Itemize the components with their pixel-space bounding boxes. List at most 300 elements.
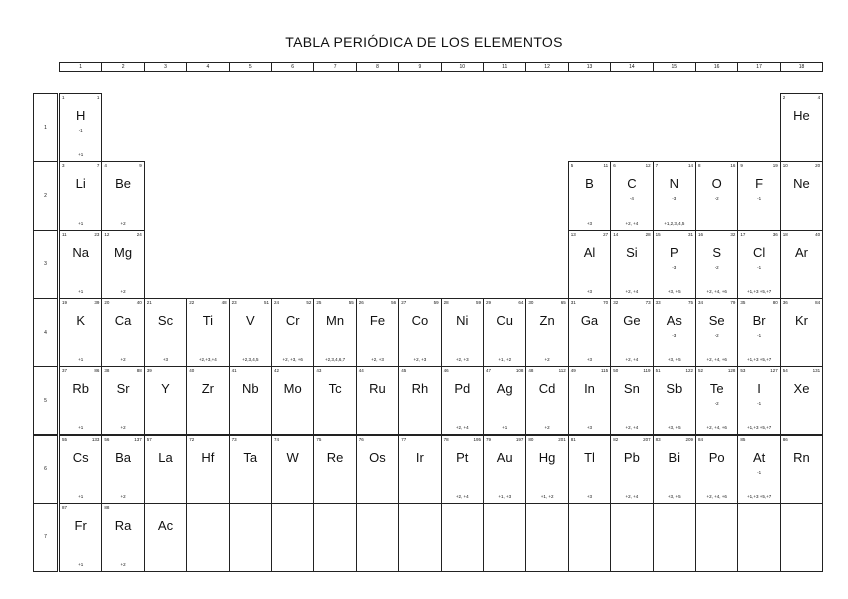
atomic-mass: 40 (815, 231, 821, 237)
element-cell-sb (653, 366, 696, 435)
group-header-7: 7 (313, 62, 356, 72)
group-header-3: 3 (144, 62, 187, 72)
element-symbol: Mo (283, 381, 302, 397)
atomic-mass: 39 (94, 299, 100, 305)
atomic-number: 2 (782, 95, 786, 100)
atomic-number: 56 (104, 436, 110, 442)
atomic-number: 41 (231, 368, 237, 374)
element-cell-empty (441, 503, 484, 572)
element-symbol: O (711, 176, 722, 192)
element-cell-empty (780, 503, 823, 572)
negative-oxidation-state: -1 (757, 469, 762, 475)
oxidation-states: +2 (120, 493, 126, 499)
atomic-number: 40 (189, 368, 195, 374)
element-cell-cu (483, 298, 526, 367)
atomic-mass: 201 (558, 436, 566, 442)
atomic-number: 46 (443, 368, 449, 374)
group-header-17: 17 (737, 62, 780, 72)
atomic-number: 26 (358, 299, 364, 305)
oxidation-states: +3 (586, 288, 593, 294)
atomic-mass: 64 (518, 299, 524, 305)
oxidation-states: +1 (78, 493, 84, 499)
element-cell-empty (695, 503, 738, 572)
element-symbol: Cr (285, 312, 300, 328)
atomic-number: 17 (740, 231, 746, 237)
element-cell-empty (356, 503, 399, 572)
atomic-number: 43 (316, 368, 322, 374)
atomic-number: 50 (613, 368, 619, 374)
element-symbol: N (669, 176, 679, 192)
atomic-number: 14 (613, 231, 619, 237)
atomic-number: 32 (613, 299, 619, 305)
oxidation-states: +2, +3 (413, 357, 427, 363)
oxidation-states: +3 (586, 425, 593, 431)
atomic-mass: 12 (645, 163, 651, 169)
element-cell-h (59, 93, 102, 162)
atomic-mass: 9 (139, 163, 142, 169)
negative-oxidation-state: -1 (757, 196, 762, 202)
element-cell-w (271, 435, 314, 504)
negative-oxidation-state: -1 (757, 401, 762, 407)
atomic-number: 33 (655, 299, 661, 305)
atomic-number: 8 (698, 163, 701, 169)
negative-oxidation-state: -1 (78, 128, 83, 133)
element-cell-empty (483, 503, 526, 572)
oxidation-states: +2, +4 (455, 425, 469, 431)
atomic-number: 36 (782, 299, 788, 305)
group-header-4: 4 (186, 62, 229, 72)
element-symbol: Y (161, 381, 170, 397)
oxidation-states: +1, +3 (498, 493, 512, 499)
group-header-8: 8 (356, 62, 399, 72)
oxidation-states: +3 (586, 493, 593, 499)
atomic-number: 84 (698, 436, 704, 442)
atomic-number: 28 (443, 299, 449, 305)
element-symbol: Bi (668, 449, 681, 465)
oxidation-states: +1, +2 (540, 493, 554, 499)
element-symbol: Ra (114, 517, 132, 533)
atomic-number: 83 (655, 436, 661, 442)
oxidation-states: +2, +4 (625, 425, 639, 431)
atomic-mass: 59 (475, 299, 481, 305)
element-cell-y (144, 366, 187, 435)
element-cell-ra (101, 503, 144, 572)
element-cell-ir (398, 435, 441, 504)
oxidation-states: +2, +4 (625, 357, 639, 363)
atomic-number: 47 (486, 368, 492, 374)
atomic-number: 38 (104, 368, 110, 374)
group-header-2: 2 (101, 62, 144, 72)
element-symbol: Cd (538, 381, 556, 397)
oxidation-states: +1 (78, 288, 84, 294)
element-symbol: Na (72, 244, 89, 260)
atomic-mass: 27 (603, 231, 609, 237)
element-symbol: La (158, 449, 173, 465)
group-header-1: 1 (59, 62, 102, 72)
negative-oxidation-state: -1 (757, 332, 762, 338)
atomic-number: 80 (528, 436, 534, 442)
oxidation-states: +2 (120, 288, 126, 294)
element-cell-ti (186, 298, 229, 367)
element-cell-empty (568, 503, 611, 572)
element-symbol: Fe (369, 312, 386, 328)
element-symbol: Ca (114, 312, 132, 328)
atomic-mass: 86 (94, 368, 100, 374)
atomic-number: 79 (486, 436, 492, 442)
atomic-mass: 32 (730, 231, 736, 237)
negative-oxidation-state: -3 (672, 196, 677, 202)
element-cell-la (144, 435, 187, 504)
atomic-number: 54 (782, 368, 788, 374)
period-label-6: 6 (33, 435, 58, 504)
atomic-number: 88 (104, 504, 110, 510)
element-cell-nb (229, 366, 272, 435)
element-cell-pd (441, 366, 484, 435)
atomic-number: 12 (104, 231, 110, 237)
atomic-number: 7 (655, 163, 659, 169)
element-symbol: Ac (157, 517, 174, 533)
element-cell-ba (101, 435, 144, 504)
group-header-10: 10 (441, 62, 484, 72)
atomic-mass: 137 (134, 436, 142, 442)
atomic-number: 76 (358, 436, 364, 442)
oxidation-states: +2 (544, 357, 550, 363)
element-cell-te (695, 366, 738, 435)
atomic-mass: 108 (515, 368, 524, 374)
element-symbol: Ta (243, 449, 258, 465)
atomic-mass: 127 (770, 368, 778, 374)
atomic-number: 4 (104, 163, 107, 169)
atomic-number: 72 (189, 436, 195, 442)
element-symbol: P (669, 244, 679, 260)
element-symbol: Zn (539, 312, 555, 328)
element-symbol: H (76, 108, 86, 123)
atomic-mass: 23 (94, 231, 100, 237)
element-cell-s (695, 230, 738, 299)
element-symbol: Ni (456, 312, 469, 328)
element-symbol: Be (115, 176, 132, 192)
element-symbol: Mn (326, 312, 345, 328)
atomic-mass: 19 (772, 163, 778, 169)
atomic-mass: 40 (136, 299, 142, 305)
atomic-number: 34 (698, 299, 704, 305)
atomic-number: 24 (274, 299, 280, 305)
element-symbol: Po (708, 449, 725, 465)
element-cell-c (610, 161, 653, 230)
atomic-mass: 80 (772, 299, 778, 305)
element-cell-al (568, 230, 611, 299)
element-cell-re (313, 435, 356, 504)
atomic-number: 31 (570, 299, 576, 305)
element-cell-kr (780, 298, 823, 367)
element-cell-pb (610, 435, 653, 504)
atomic-mass: 197 (515, 436, 524, 442)
element-cell-as (653, 298, 696, 367)
atomic-number: 78 (443, 436, 449, 442)
negative-oxidation-state: -2 (714, 332, 719, 338)
negative-oxidation-state: -2 (714, 196, 719, 202)
oxidation-states: +1,+3 +5,+7 (746, 493, 772, 499)
element-symbol: Cl (752, 244, 766, 260)
atomic-number: 19 (62, 299, 68, 305)
atomic-mass: 65 (560, 299, 566, 305)
atomic-mass: 28 (645, 231, 651, 237)
element-cell-in (568, 366, 611, 435)
negative-oxidation-state: -2 (714, 264, 719, 270)
element-symbol: Nb (241, 381, 259, 397)
oxidation-states: +1, +2 (498, 357, 512, 363)
element-symbol: Mg (114, 244, 133, 260)
oxidation-states: +1 (78, 152, 84, 158)
element-cell-hf (186, 435, 229, 504)
element-cell-ac (144, 503, 187, 572)
oxidation-states: +2,3,4,6,7 (325, 357, 346, 363)
oxidation-states: +2, +4 (625, 220, 639, 226)
oxidation-states: +2, +4 (625, 288, 639, 294)
group-header-5: 5 (229, 62, 272, 72)
element-symbol: Sc (157, 312, 174, 328)
atomic-mass: 119 (643, 368, 651, 374)
element-symbol: In (584, 381, 595, 397)
element-symbol: Ru (369, 381, 386, 397)
element-symbol: Sr (116, 381, 130, 397)
atomic-mass: 7 (96, 163, 100, 169)
element-symbol: Sb (666, 381, 683, 397)
atomic-number: 15 (655, 231, 661, 237)
oxidation-states: +2, +3 (371, 357, 384, 363)
atomic-number: 1 (62, 95, 65, 100)
element-symbol: Pd (454, 381, 471, 397)
atomic-number: 9 (740, 163, 743, 169)
element-cell-empty (271, 503, 314, 572)
element-cell-he (780, 93, 823, 162)
element-cell-fe (356, 298, 399, 367)
atomic-number: 25 (316, 299, 322, 305)
atomic-number: 13 (570, 231, 576, 237)
element-symbol: Tc (328, 381, 342, 397)
negative-oxidation-state: -1 (757, 264, 762, 270)
element-cell-sr (101, 366, 144, 435)
atomic-number: 49 (570, 368, 576, 374)
element-symbol: K (76, 312, 86, 328)
atomic-mass: 4 (817, 95, 821, 100)
period-label-1: 1 (33, 93, 58, 162)
atomic-mass: 48 (221, 299, 227, 305)
atomic-number: 10 (782, 163, 788, 169)
element-cell-bi (653, 435, 696, 504)
element-cell-fr (59, 503, 102, 572)
element-symbol: Cs (72, 449, 89, 465)
atomic-number: 29 (486, 299, 492, 305)
element-cell-zr (186, 366, 229, 435)
atomic-number: 39 (146, 368, 152, 374)
element-cell-cl (737, 230, 780, 299)
element-cell-au (483, 435, 526, 504)
oxidation-states: +2, +4, +6 (706, 493, 727, 499)
element-cell-at (737, 435, 780, 504)
element-cell-mo (271, 366, 314, 435)
element-cell-o (695, 161, 738, 230)
atomic-mass: 59 (433, 299, 439, 305)
element-symbol: As (666, 312, 682, 328)
oxidation-states: +2,3,4,5 (242, 357, 259, 363)
oxidation-states: +2, +4 (625, 493, 639, 499)
oxidation-states: +2, +4, +6 (706, 425, 727, 431)
element-cell-i (737, 366, 780, 435)
atomic-number: 82 (613, 436, 619, 442)
element-cell-br (737, 298, 780, 367)
atomic-mass: 131 (812, 368, 821, 374)
element-cell-empty (653, 503, 696, 572)
oxidation-states: +1,+3 +5,+7 (746, 357, 772, 363)
element-cell-mn (313, 298, 356, 367)
atomic-mass: 70 (603, 299, 609, 305)
element-symbol: Ga (580, 312, 599, 328)
oxidation-states: +1 (78, 425, 84, 431)
element-symbol: Si (626, 244, 638, 260)
element-cell-sn (610, 366, 653, 435)
element-symbol: Ag (496, 381, 513, 397)
group-header-12: 12 (525, 62, 568, 72)
element-symbol: Xe (793, 381, 810, 397)
element-cell-p (653, 230, 696, 299)
negative-oxidation-state: -3 (672, 332, 677, 338)
atomic-number: 6 (613, 163, 616, 169)
element-symbol: Rh (411, 381, 429, 397)
element-symbol: Ti (202, 312, 214, 328)
element-cell-rh (398, 366, 441, 435)
atomic-number: 87 (62, 504, 68, 510)
element-cell-li (59, 161, 102, 230)
oxidation-states: +1,+3 +5,+7 (746, 288, 772, 294)
atomic-number: 48 (528, 368, 534, 374)
element-cell-tl (568, 435, 611, 504)
oxidation-states: +1 (78, 357, 84, 363)
atomic-number: 85 (740, 436, 746, 442)
element-symbol: Hf (201, 449, 215, 465)
atomic-mass: 88 (136, 368, 142, 374)
oxidation-states: +3, +5 (667, 357, 681, 363)
element-cell-rn (780, 435, 823, 504)
page-title: TABLA PERIÓDICA DE LOS ELEMENTOS (285, 34, 563, 50)
atomic-number: 55 (62, 436, 68, 442)
atomic-number: 44 (358, 368, 364, 374)
element-cell-rb (59, 366, 102, 435)
element-symbol: Ge (623, 312, 641, 328)
oxidation-states: +1 (78, 562, 84, 568)
group-header-9: 9 (398, 62, 441, 72)
atomic-number: 57 (146, 436, 152, 442)
element-symbol: Rb (72, 381, 89, 397)
atomic-number: 23 (231, 299, 237, 305)
atomic-mass: 31 (687, 231, 693, 237)
element-cell-co (398, 298, 441, 367)
oxidation-states: +2,+3,+4 (198, 357, 217, 363)
atomic-number: 16 (698, 231, 704, 237)
oxidation-states: +2, +4, +6 (706, 288, 727, 294)
element-cell-v (229, 298, 272, 367)
period-label-7: 7 (33, 503, 58, 572)
element-cell-empty (186, 503, 229, 572)
atomic-number: 30 (528, 299, 534, 305)
negative-oxidation-state: -3 (672, 264, 677, 270)
oxidation-states: +2 (120, 220, 126, 226)
atomic-mass: 20 (815, 163, 821, 169)
element-cell-empty (610, 503, 653, 572)
atomic-number: 86 (782, 436, 788, 442)
group-header-6: 6 (271, 62, 314, 72)
atomic-mass: 84 (815, 299, 821, 305)
element-cell-empty (737, 503, 780, 572)
element-cell-ag (483, 366, 526, 435)
element-cell-empty (525, 503, 568, 572)
element-symbol: C (627, 176, 637, 192)
atomic-mass: 207 (643, 436, 651, 442)
atomic-number: 5 (570, 163, 574, 169)
element-cell-pt (441, 435, 484, 504)
element-symbol: Kr (794, 312, 808, 328)
element-symbol: I (757, 381, 761, 397)
atomic-number: 81 (570, 436, 576, 442)
atomic-number: 27 (401, 299, 407, 305)
atomic-mass: 51 (263, 299, 269, 305)
atomic-mass: 1 (96, 95, 100, 100)
element-cell-empty (398, 503, 441, 572)
element-symbol: At (752, 449, 766, 465)
element-cell-empty (229, 503, 272, 572)
atomic-mass: 14 (687, 163, 693, 169)
element-cell-empty (313, 503, 356, 572)
oxidation-states: +2 (120, 357, 126, 363)
oxidation-states: +2, +3, +6 (282, 357, 303, 363)
element-symbol: Cu (496, 312, 513, 328)
negative-oxidation-state: -2 (714, 401, 719, 407)
oxidation-states: +2, +4 (455, 493, 469, 499)
element-cell-po (695, 435, 738, 504)
element-symbol: Te (709, 381, 724, 397)
atomic-number: 20 (104, 299, 110, 305)
atomic-number: 35 (740, 299, 746, 305)
atomic-number: 74 (274, 436, 280, 442)
atomic-mass: 55 (348, 299, 354, 305)
element-symbol: Pt (456, 449, 469, 465)
element-symbol: Hg (538, 449, 556, 465)
atomic-number: 45 (401, 368, 407, 374)
element-cell-hg (525, 435, 568, 504)
element-symbol: S (712, 244, 722, 260)
element-cell-si (610, 230, 653, 299)
element-cell-ca (101, 298, 144, 367)
oxidation-states: +3, +5 (667, 425, 681, 431)
element-cell-cd (525, 366, 568, 435)
element-symbol: He (793, 108, 810, 123)
element-cell-ne (780, 161, 823, 230)
element-cell-na (59, 230, 102, 299)
group-header-16: 16 (695, 62, 738, 72)
element-cell-ge (610, 298, 653, 367)
group-header-11: 11 (483, 62, 526, 72)
negative-oxidation-state: -4 (629, 196, 634, 202)
oxidation-states: +2 (120, 425, 126, 431)
group-header-13: 13 (568, 62, 611, 72)
element-symbol: Pb (623, 449, 640, 465)
element-cell-mg (101, 230, 144, 299)
oxidation-states: +2 (120, 562, 126, 568)
atomic-number: 52 (698, 368, 704, 374)
element-cell-cs (59, 435, 102, 504)
oxidation-states: +2, +3 (455, 357, 469, 363)
element-cell-n (653, 161, 696, 230)
